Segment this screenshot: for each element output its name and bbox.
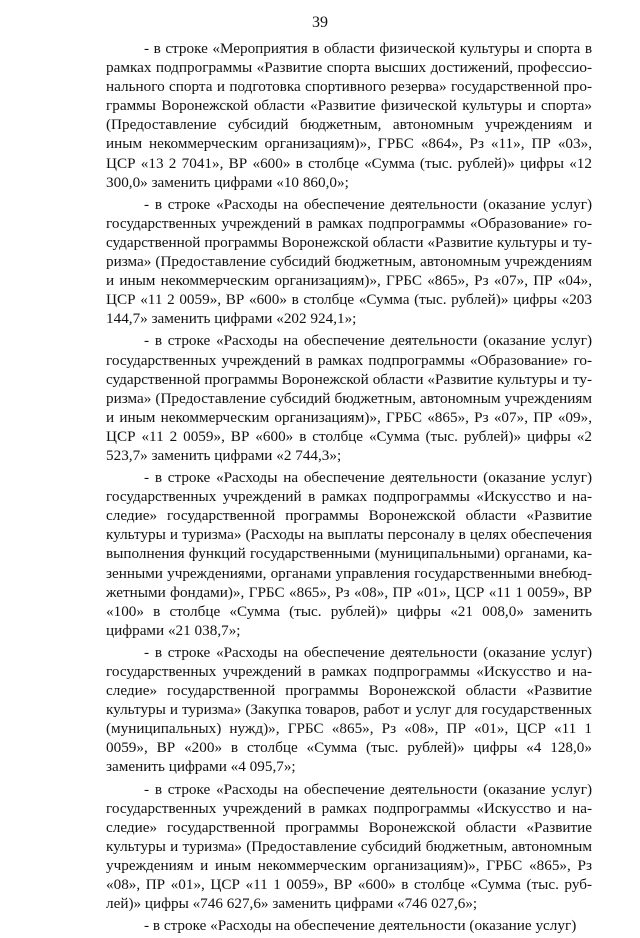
page-number: 39 <box>312 14 328 31</box>
paragraph-5: - в строке «Расходы на обеспечение деятельности (оказание услуг) государственных учреждений в рамках подпрограммы «Искусство и наследие» государственной программы Воронежской области «Развитие культуры и туризма» (Закупка товаров, работ и услуг для государственных (муниципальных) нужд)», ГРБС «865», Рз «08», ПР «01», ЦСР «11 1 0059», ВР «200» в столбце «Сумма (тыс. рублей)» цифры «4 128,0» заменить цифрами «4 095,7»; <box>106 643 592 776</box>
paragraph-2: - в строке «Расходы на обеспечение деятельности (оказание услуг) государственных учреждений в рамках подпрограммы «Образование» государственной программы Воронежской области «Развитие культуры и туризма» (Предоставление субсидий бюджетным, автономным учреждениям и иным некоммерческим организациям)», ГРБС «865», Рз «07», ПР «04», ЦСР «11 2 0059», ВР «600» в столбце «Сумма (тыс. рублей)» цифры «203 144,7» заменить цифрами «202 924,1»; <box>106 195 592 328</box>
paragraph-1: - в строке «Мероприятия в области физической культуры и спорта в рамках подпрограммы «Развитие спорта высших достижений, профессионального спорта и подготовка спортивного резерва» государственной программы Воронежской области «Развитие физической культуры и спорта» (Предоставление субсидий бюджетным, автономным учреждениям и иным некоммерческим организациям)», ГРБС «864», Рз «11», ПР «03», ЦСР «13 2 7041», ВР «600» в столбце «Сумма (тыс. рублей)» цифры «12 300,0» заменить цифрами «10 860,0»; <box>106 40 592 191</box>
paragraph-7: - в строке «Расходы на обеспечение деятельности (оказание услуг) <box>144 917 577 935</box>
document-body <box>106 39 592 938</box>
paragraph-4: - в строке «Расходы на обеспечение деятельности (оказание услуг) государственных учреждений в рамках подпрограммы «Искусство и наследие» государственной программы Воронежской области «Развитие культуры и туризма» (Расходы на выплаты персоналу в целях обеспечения выполнения функций государственными (муниципальными) органами, казенными учреждениями, органами управления государственными внебюджетными фондами)», ГРБС «865», Рз «08», ПР «01», ЦСР «11 1 0059», ВР «100» в столбце «Сумма (тыс. рублей)» цифры «21 008,0» заменить цифрами «21 038,7»; <box>106 469 592 639</box>
paragraph-3: - в строке «Расходы на обеспечение деятельности (оказание услуг) государственных учреждений в рамках подпрограммы «Образование» государственной программы Воронежской области «Развитие культуры и туризма» (Предоставление субсидий бюджетным, автономным учреждениям и иным некоммерческим организациям)», ГРБС «865», Рз «07», ПР «09», ЦСР «11 2 0059», ВР «600» в столбце «Сумма (тыс. рублей)» цифры «2 523,7» заменить цифрами «2 744,3»; <box>106 332 592 464</box>
paragraph-6: - в строке «Расходы на обеспечение деятельности (оказание услуг) государственных учреждений в рамках подпрограммы «Искусство и наследие» государственной программы Воронежской области «Развитие культуры и туризма» (Предоставление субсидий бюджетным, автономным учреждениям и иным некоммерческим организациям)», ГРБС «865», Рз «08», ПР «01», ЦСР «11 1 0059», ВР «600» в столбце «Сумма (тыс. рублей)» цифры «746 627,6» заменить цифрами «746 027,6»; <box>106 780 592 913</box>
